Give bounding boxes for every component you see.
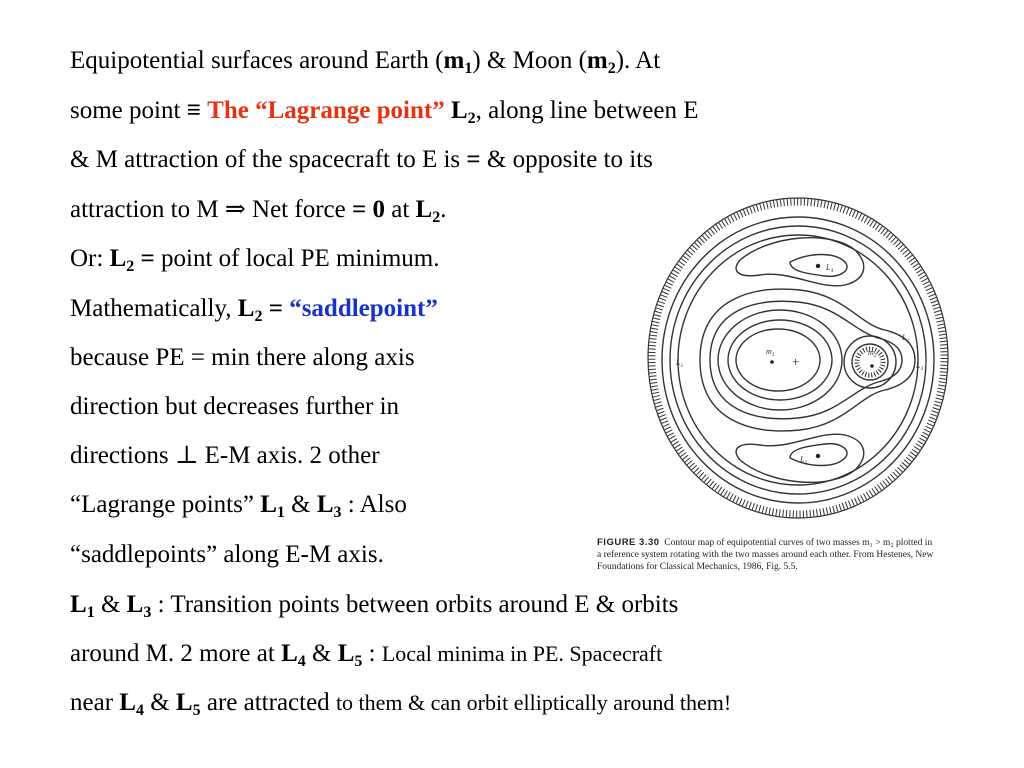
text-fragment: attraction to M [70,196,225,223]
contour [700,289,915,431]
text-line-13 [70,639,662,669]
subscript: 4 [135,702,144,719]
m1-dot [770,360,774,364]
subscript: 3 [143,604,152,621]
text-fragment: : [362,640,382,667]
l5-label: $L_5$ [800,455,808,466]
subscript: 1 [464,60,473,77]
text-fragment: ). At [615,47,661,74]
caption-line: a reference system rotating with the two masses around each other. From Hestenes, New [597,550,934,560]
text-line-3 [70,145,653,175]
subscript: 3 [333,504,342,521]
m2-dot [870,364,874,368]
l5-symbol: L [175,689,193,716]
text-line-9 [70,441,380,471]
text-fragment: Mathematically, [70,295,238,322]
subscript: 1 [86,604,95,621]
text-fragment: directions [70,442,175,469]
text-fragment: “Lagrange points” [70,491,261,518]
subscript: 1 [276,504,285,521]
contour [728,320,832,400]
text-fragment-small: Local minima in PE. Spacecraft [381,641,663,666]
caption-heading: FIGURE 3.30 [597,537,660,548]
l4-label: $L_4$ [826,263,834,274]
text-fragment: ) & Moon ( [472,47,587,74]
subscript: 2 [254,308,263,325]
l2-symbol: L [450,97,468,124]
text-line-10 [70,490,407,520]
text-fragment-small: to them & can orbit elliptically around them! [335,690,732,715]
equals-bold: = [466,146,481,173]
text-fragment: at [384,196,416,223]
text-line-14 [70,688,731,718]
l4-symbol: L [281,640,298,667]
saddlepoint-highlight: “saddlepoint” [289,295,438,322]
text-fragment: point of local PE minimum. [154,245,440,272]
text-line-6 [70,294,438,324]
text-fragment: : Transition points between orbits around E & orbits [151,591,679,618]
m1-label: $m_1$ [766,347,775,358]
l2-label: $L_2$ [902,333,910,344]
text-line-7 [70,343,415,373]
earth-mass-symbol: m [443,47,465,74]
l4-dot [816,264,820,268]
text-fragment: & opposite to its [480,146,653,173]
subscript: 5 [192,702,201,719]
text-line-12 [70,590,678,620]
text-fragment: “saddlepoints” along E-M axis. [70,541,384,568]
subscript: 4 [297,653,306,670]
equipotential-contour-figure [640,190,960,530]
perpendicular-symbol: ⊥ [174,442,199,469]
equals-bold: = [134,245,155,272]
figure-caption [597,537,997,573]
text-fragment: Equipotential surfaces around Earth ( [70,47,444,74]
text-fragment: & [94,591,127,618]
text-line-1 [70,46,660,76]
l2-symbol: L [415,196,433,223]
text-fragment: : Also [341,491,407,518]
l1-label: $L_1$ [676,358,684,369]
text-fragment: , along line between E [475,97,699,124]
zero-force-bold: = 0 [351,196,385,223]
text-fragment: around M. 2 more at [70,640,282,667]
text-fragment: E-M axis. 2 other [198,442,380,469]
l5-symbol: L [337,640,355,667]
text-fragment: some point [70,97,187,124]
subscript: 2 [432,209,441,226]
m2-label: $m_2$ [868,348,877,359]
moon-mass-symbol: m [586,47,608,74]
text-fragment: near [70,689,120,716]
text-line-2 [70,96,698,126]
l3-label: $L_3$ [916,361,924,372]
caption-line: Foundations for Classical Mechanics, 1986, Fig. 5.5. [597,562,798,572]
contour [710,301,902,418]
subscript: 5 [354,653,363,670]
implies-arrow: ⇒ [224,196,246,223]
l2-symbol: L [237,295,255,322]
text-fragment: direction but decreases further in [70,393,400,420]
l1-symbol: L [260,491,277,518]
l3-symbol: L [126,591,144,618]
text-fragment: & M attraction of the spacecraft to E is [70,146,467,173]
subscript: 2 [126,258,135,275]
l5-dot [816,454,820,458]
l1-symbol: L [70,591,87,618]
text-fragment: & [143,689,176,716]
l4-symbol: L [119,689,136,716]
equals-bold: = [262,295,290,322]
l2-symbol: L [109,245,127,272]
l3-symbol: L [316,491,334,518]
text-line-4 [70,195,446,225]
text-line-11 [70,540,384,570]
subscript: 2 [467,110,476,127]
text-fragment: are attracted [200,689,336,716]
subscript: 2 [607,60,616,77]
caption-line: Contour map of equipotential curves of two masses m₁ > m₂ plotted in [664,538,933,548]
text-fragment: Or: [70,245,110,272]
text-fragment: Net force [245,196,352,223]
contour [736,329,820,391]
equivalence-symbol: ≡ [186,97,201,124]
center-plus: + [792,354,800,369]
text-line-8 [70,392,399,422]
text-fragment: . [440,196,447,223]
lagrange-point-highlight: The “Lagrange point” [207,97,445,124]
text-fragment: & [305,640,338,667]
text-line-5 [70,244,439,274]
text-fragment: & [284,491,317,518]
text-fragment: because PE = min there along axis [70,344,415,371]
